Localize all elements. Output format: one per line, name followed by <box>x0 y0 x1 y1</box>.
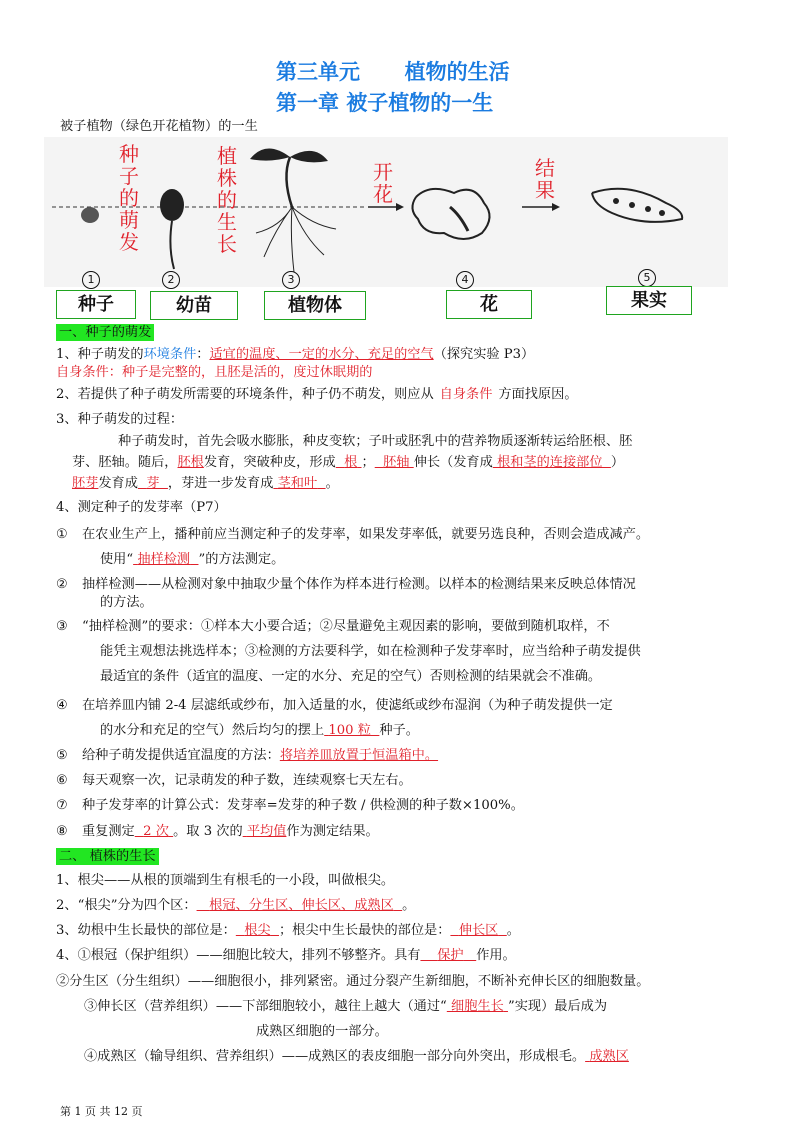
intro-text: 被子植物（绿色开花植物）的一生 <box>60 119 258 134</box>
s1-line-5: 种子萌发时，首先会吸水膨胀，种皮变软；子叶或胚乳中的营养物质逐渐转运给胚根、胚 <box>118 434 633 449</box>
list-item: ⑥ 每天观察一次，记录萌发的种子数，连续观察七天左右。 <box>56 773 412 788</box>
list-item-cont: 的方法。 <box>100 595 153 610</box>
stage-number: 3 <box>282 271 300 289</box>
list-item-cont: 使用“ 抽样检测 ”的方法测定。 <box>100 552 285 567</box>
s1-line-6: 芽、胚轴。随后，胚根发育，突破种皮，形成 根 ； 胚轴 伸长（发育成 根和茎的连接部位 ） <box>72 455 625 470</box>
s2-line-2: 2、“根尖”分为四个区： 根冠、分生区、伸长区、成熟区 。 <box>56 898 416 913</box>
germinating-seed-drawing <box>160 189 184 221</box>
list-item-cont: 的水分和充足的空气）然后均匀的摆上 100 粒 种子。 <box>100 723 419 738</box>
s1-line-7: 胚芽发育成 芽 ，芽进一步发育成 茎和叶 。 <box>72 476 339 491</box>
s1-line-8: 4、测定种子的发芽率（P7） <box>56 500 227 515</box>
list-item-cont: 能凭主观想法挑选样本；③检测的方法要科学，如在检测种子发芽率时，应当给种子萌发提供 <box>100 644 641 659</box>
unit-name: 植物的生活 <box>404 60 510 84</box>
list-item: ④ 在培养皿内铺 2-4 层滤纸或纱布，加入适量的水，使滤纸或纱布湿润（为种子萌发提供一定 <box>56 698 613 713</box>
life-cycle-figure <box>44 137 728 287</box>
s1-line-3: 2、若提供了种子萌发所需要的环境条件，种子仍不萌发，则应从 自身条件 方面找原因。 <box>56 387 578 402</box>
list-item: ② 抽样检测——从检测对象中抽取少量个体作为样本进行检测。以样本的检测结果来反映总体情况 <box>56 577 636 592</box>
s1-line-4: 3、种子萌发的过程： <box>56 412 184 427</box>
s2-line-3: 3、幼根中生长最快的部位是： 根尖 ；根尖中生长最快的部位是： 伸长区 。 <box>56 923 520 938</box>
stage-box-seed: 种子 <box>56 290 136 319</box>
flowering-label: 开花 <box>373 160 393 206</box>
stage-number: 5 <box>638 269 656 287</box>
germination-label: 种子的萌发 <box>119 142 139 254</box>
section-2-heading: 二、 植株的生长 <box>56 848 159 865</box>
stage-number: 4 <box>456 271 474 289</box>
section-1-heading: 一、种子的萌发 <box>56 324 154 341</box>
s2-line-1: 1、根尖——从根的顶端到生有根毛的一小段，叫做根尖。 <box>56 873 395 888</box>
list-item: ⑤ 给种子萌发提供适宜温度的方法：将培养皿放置于恒温箱中。 <box>56 748 439 763</box>
chapter-title: 第一章 被子植物的一生 <box>276 91 494 115</box>
list-item: ⑧ 重复测定 2 次 。取 3 次的 平均值作为测定结果。 <box>56 824 379 839</box>
stage-number: 2 <box>162 271 180 289</box>
list-item: ① 在农业生产上，播种前应当测定种子的发芽率，如果发芽率低，就要另选良种，否则会造成减产。 <box>56 527 650 542</box>
fruiting-label: 结果 <box>535 156 555 202</box>
unit-title <box>276 56 510 86</box>
growth-label: 植株的生长 <box>217 144 237 256</box>
stage-box-flower: 花 <box>446 290 532 319</box>
s2-line-4: 4、①根冠（保护组织）——细胞比较大，排列不够整齐。具有 保护 作用。 <box>56 948 516 963</box>
seed-drawing <box>81 207 99 223</box>
s2-line-7: 成熟区细胞的一部分。 <box>256 1024 388 1039</box>
s2-line-5: ②分生区（分生组织）——细胞很小，排列紧密。通过分裂产生新细胞，不断补充伸长区的细胞数量。 <box>56 974 650 989</box>
list-item: ③ “抽样检测”的要求：①样本大小要合适；②尽量避免主观因素的影响，要做到随机取样，不 <box>56 619 610 634</box>
list-item-cont: 最适宜的条件（适宜的温度、一定的水分、充足的空气）否则检测的结果就会不准确。 <box>100 669 602 684</box>
stage-box-seedling: 幼苗 <box>150 291 238 320</box>
list-item: ⑦ 种子发芽率的计算公式：发芽率=发芽的种子数 / 供检测的种子数×100%。 <box>56 798 524 813</box>
stage-box-fruit: 果实 <box>606 286 692 315</box>
stage-number: 1 <box>82 271 100 289</box>
s2-line-6: ③伸长区（营养组织）——下部细胞较小，越往上越大（通过“ 细胞生长 ”实现）最后成为 <box>84 999 608 1014</box>
unit-label: 第三单元 <box>276 60 360 84</box>
s2-line-8: ④成熟区（输导组织、营养组织）——成熟区的表皮细胞一部分向外突出，形成根毛。 成熟区 <box>84 1049 629 1064</box>
s1-line-1: 1、种子萌发的环境条件：适宜的温度、一定的水分、充足的空气（探究实验 P3） <box>56 347 535 362</box>
stage-box-plant: 植物体 <box>264 291 366 320</box>
page-footer: 第 1 页 共 12 页 <box>60 1105 143 1118</box>
s1-line-2: 自身条件：种子是完整的，且胚是活的，度过休眠期的 <box>56 365 373 380</box>
